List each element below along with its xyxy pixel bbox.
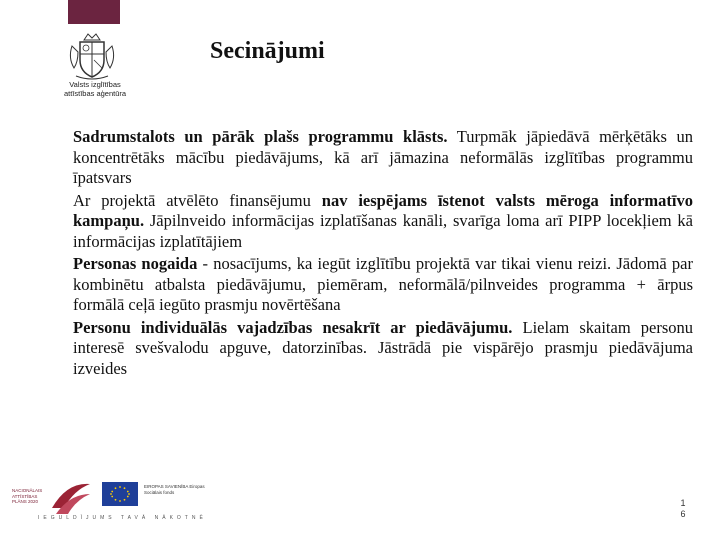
nap-logo-text: NACIONĀLAIS ATTĪSTĪBAS PLĀNS 2020 [12, 488, 43, 504]
paragraph-text: - nosacījums, ka iegūt izglītību projektā var tikai vienu reizi. Jādomā par kombinētu atbalsta piedāvājumu, piemēram, neformālā/pilnveides programma + ārpus formālā ceļā iegūto prasmju novērtēšana [73, 254, 693, 314]
conclusion-paragraph [73, 191, 693, 253]
conclusion-paragraph [73, 318, 693, 380]
footer-tagline: IEGULDĪJUMS TAVĀ NĀKOTNĒ [38, 515, 207, 521]
page-number-digit: 6 [680, 509, 686, 519]
paragraph-text: Lielam skaitam personu interesē svešvalodu apguve, datorzinības. Jāstrādā pie vispārējo prasmju piedāvājuma izveides [73, 317, 693, 378]
paragraph-bold-text: Personas nogaida [73, 254, 198, 273]
conclusion-paragraph [73, 254, 693, 316]
eu-flag-icon [102, 482, 138, 506]
top-accent-bar [68, 0, 120, 24]
conclusions-list [73, 127, 693, 381]
agency-logo [50, 32, 140, 112]
logo-text-line1: Valsts izglītības [69, 80, 121, 89]
nap-logo [12, 478, 92, 518]
paragraph-bold-text: Personu individuālās vajadzības nesakrīt ar piedāvājumu. [73, 317, 513, 337]
paragraph-text: Turpmāk jāpiedāvā mērķētāks un koncentrētāks mācību piedāvājums, kā arī jāmazina neformālās izglītības programmu īpatsvars [73, 127, 693, 187]
paragraph-bold-text: nav iespējams īstenot valsts mēroga informatīvo kampaņu. [73, 190, 694, 230]
coat-of-arms-icon [66, 32, 118, 80]
paragraph-bold-text: Sadrumstalots un pārāk plašs programmu klāsts. [73, 127, 448, 146]
eu-logo-text: EIROPAS SAVIENĪBA Eiropas Sociālais fonds [144, 484, 205, 495]
conclusion-paragraph [73, 127, 693, 189]
page-number [678, 498, 688, 520]
eu-logo [102, 482, 212, 516]
logo-text-line2: attīstības aģentūra [63, 89, 127, 98]
paragraph-intro-text: Ar projektā atvēlēto finansējumu [73, 190, 322, 210]
page-number-digit: 1 [680, 498, 686, 508]
page-title: Secinājumi [210, 38, 325, 64]
nap-swoosh-icon [12, 478, 92, 518]
paragraph-text: Jāpilnveido informācijas izplatīšanas kanāli, svarīga loma arī PIPP locekļiem kā informācijas izplatītājiem [73, 211, 693, 251]
